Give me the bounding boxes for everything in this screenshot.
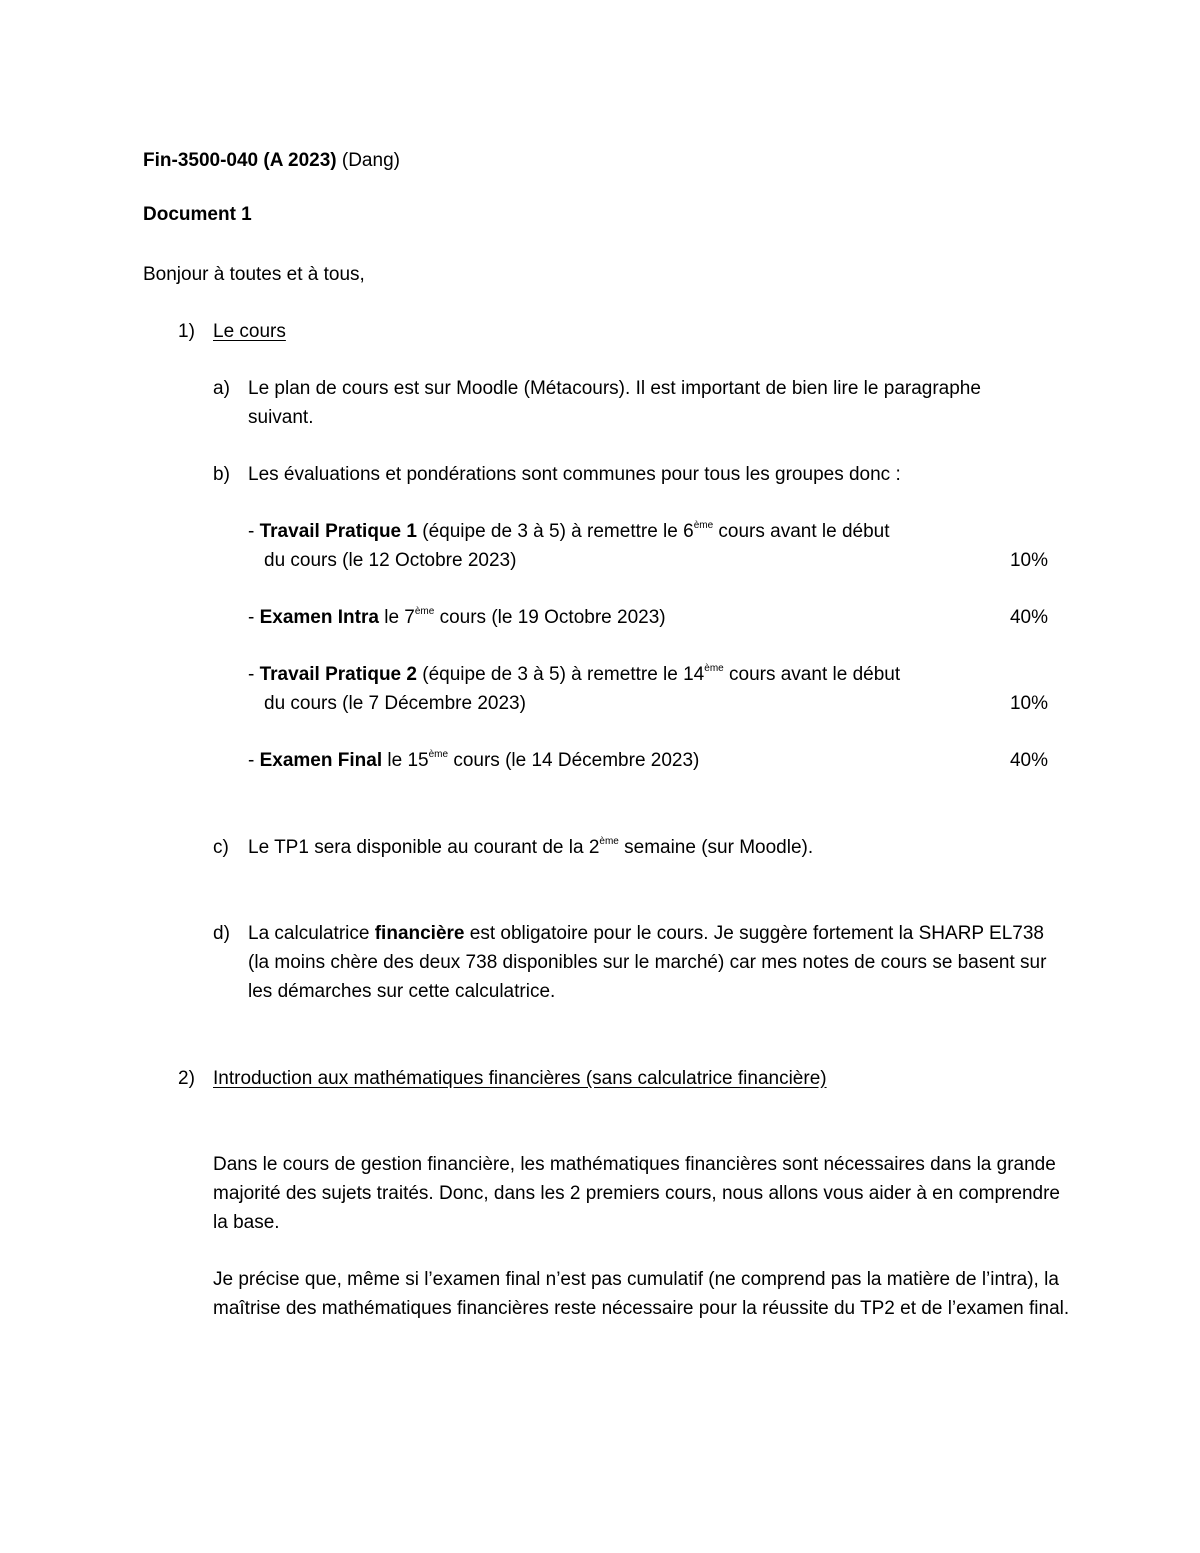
bullet-dash: -: [248, 521, 260, 542]
item-b-letter: b): [213, 464, 230, 485]
evaluation-tp2: [248, 660, 900, 689]
item-b-text: Les évaluations et pondérations sont communes pour tous les groupes donc :: [248, 464, 901, 485]
section2-title: Introduction aux mathématiques financières (sans calculatrice financière): [213, 1068, 827, 1089]
superscript: ème: [414, 605, 435, 617]
evaluation-desc: (équipe de 3 à 5) à remettre le 14: [416, 664, 705, 685]
item-c-post: semaine (sur Moodle).: [618, 837, 814, 858]
evaluation-name: Examen Intra: [259, 607, 379, 628]
section2-number: 2): [178, 1068, 195, 1089]
evaluation-intra: [248, 603, 666, 632]
evaluation-desc-end: cours (le 19 Octobre 2023): [434, 607, 666, 628]
evaluation-desc: le 15: [382, 750, 429, 771]
bullet-dash: -: [248, 750, 260, 771]
item-c-pre: Le TP1 sera disponible au courant de la 2: [248, 837, 600, 858]
section1-number: 1): [178, 321, 195, 342]
bullet-dash: -: [248, 664, 260, 685]
evaluation-tp2-date: du cours (le 7 Décembre 2023): [264, 693, 526, 714]
item-c-letter: c): [213, 837, 229, 858]
item-d-bold: financière: [374, 923, 465, 944]
superscript: ème: [693, 519, 714, 531]
evaluation-final: [248, 746, 699, 775]
document-title: Document 1: [143, 204, 252, 225]
evaluation-tp1: [248, 517, 890, 546]
evaluation-final-weight: 40%: [1009, 750, 1048, 771]
superscript: ème: [428, 748, 449, 760]
section2-paragraph-1: Dans le cours de gestion financière, les mathématiques financières sont nécessaires dans la grande majorité des sujets traités. Donc, dans les 2 premiers cours, nous allons vous aider à en comprendre la base.: [213, 1154, 1060, 1233]
item-a-letter: a): [213, 378, 230, 399]
evaluation-desc-end: cours (le 14 Décembre 2023): [448, 750, 700, 771]
item-a-text: Le plan de cours est sur Moodle (Métacours). Il est important de bien lire le paragraphe suivant.: [248, 378, 981, 428]
item-d-letter: d): [213, 923, 230, 944]
section2-paragraph-2: Je précise que, même si l’examen final n’est pas cumulatif (ne comprend pas la matière de l’intra), la maîtrise des mathématiques financières reste nécessaire pour la réussite du TP2 et de l’examen final.: [213, 1269, 1070, 1319]
instructor-name: (Dang): [336, 150, 400, 171]
evaluation-name: Travail Pratique 2: [259, 664, 417, 685]
item-d-text: [248, 919, 1063, 1006]
evaluation-name: Examen Final: [259, 750, 383, 771]
superscript: ème: [704, 662, 724, 674]
evaluation-desc: le 7: [378, 607, 415, 628]
evaluation-tp1-weight: 10%: [1009, 550, 1048, 571]
evaluation-intra-weight: 40%: [1009, 607, 1048, 628]
section1-title: Le cours: [213, 321, 286, 342]
course-code: Fin-3500-040 (A 2023): [143, 150, 337, 171]
evaluation-tp1-date: du cours (le 12 Octobre 2023): [264, 550, 517, 571]
evaluation-tp2-weight: 10%: [1009, 693, 1048, 714]
greeting: Bonjour à toutes et à tous,: [143, 264, 365, 285]
course-header: [143, 146, 400, 175]
evaluation-desc-end: cours avant le début: [723, 664, 901, 685]
bullet-dash: -: [248, 607, 260, 628]
superscript: ème: [599, 835, 619, 847]
item-d-pre: La calculatrice: [248, 923, 375, 944]
item-d-post: est obligatoire pour le cours. Je suggère fortement la SHARP EL738 (la moins chère des deux 738 disponibles sur le marché) car mes notes de cours se basent sur les démarches sur cette calculatrice.: [248, 923, 1047, 1002]
evaluation-name: Travail Pratique 1: [259, 521, 417, 542]
evaluation-desc-end: cours avant le début: [713, 521, 890, 542]
evaluation-desc: (équipe de 3 à 5) à remettre le 6: [416, 521, 694, 542]
item-c-text: [248, 833, 813, 862]
